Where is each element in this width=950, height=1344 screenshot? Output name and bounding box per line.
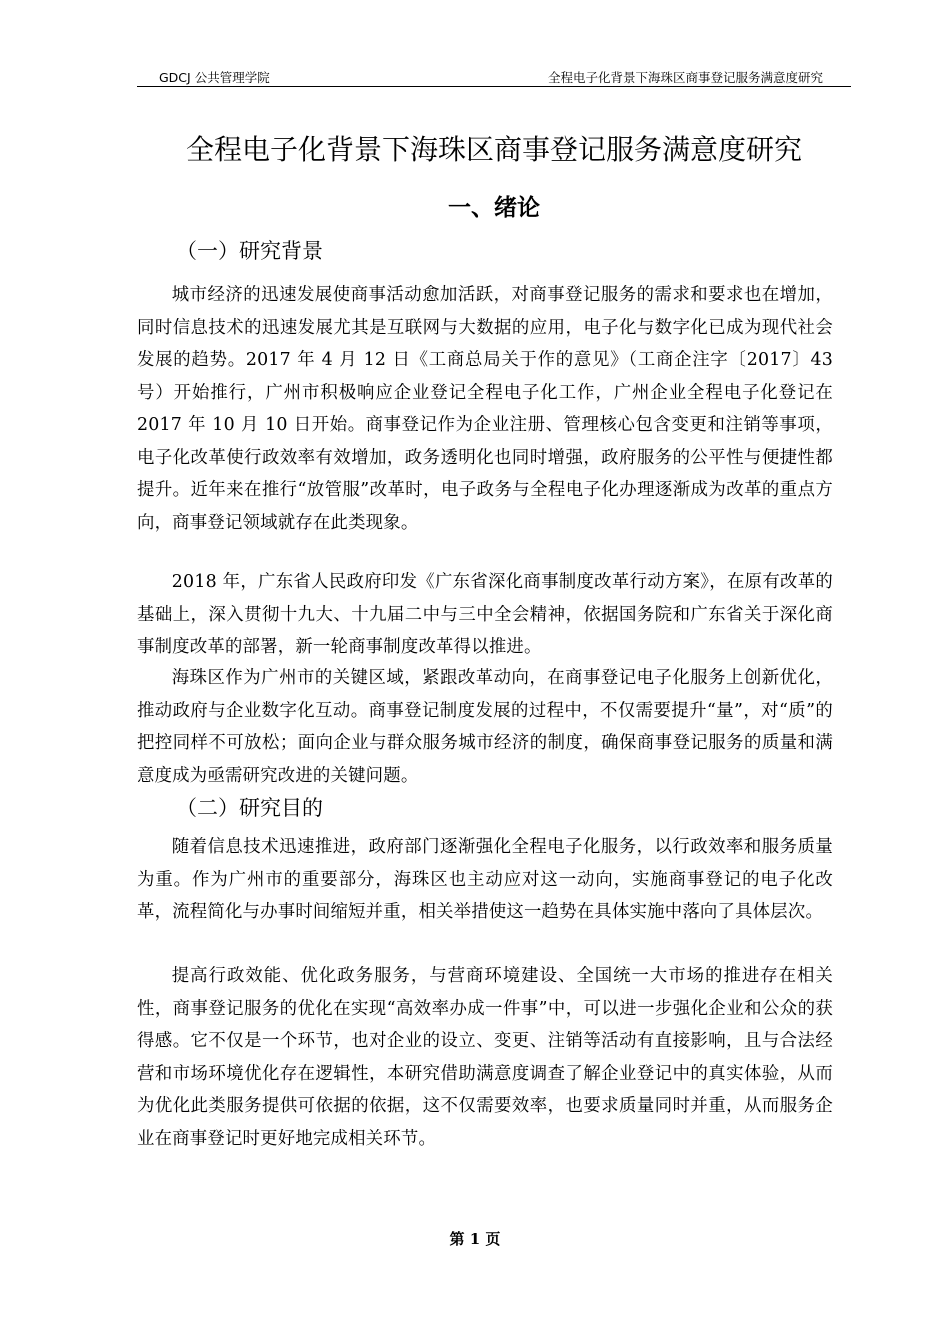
paragraph-background-1: 城市经济的迅速发展使商事活动愈加活跃，对商事登记服务的需求和要求也在增加，同时信息技术的迅速发展尤其是互联网与大数据的应用，电子化与数字化已成为现代社会发展的趋势。2017 年 4 月 12 日《工商总局关于作的意见》（工商企注字〔2017〕43 号）开始推行，广州市积极响应企业登记全程电子化工作，广州企业全程电子化登记在 2017 年 10 月 10 日开始。商事登记作为企业注册、管理核心包含变更和注销等事项，电子化改革使行政效率有效增加，政务透明化也同时增强，政府服务的公平性与便捷性都提升。近年来在推行“放管服”改革时，电子政务与全程电子化办理逐渐成为改革的重点方向，商事登记领域就存在此类现象。 bbox=[137, 285, 833, 533]
paragraph-purpose-1: 随着信息技术迅速推进，政府部门逐渐强化全程电子化服务，以行政效率和服务质量为重。作为广州市的重要部分，海珠区也主动应对这一动向，实施商事登记的电子化改革，流程简化与办事时间缩短并重，相关举措使这一趋势在具体实施中落向了具体层次。 bbox=[137, 837, 833, 922]
header-running-title: 全程电子化背景下海珠区商事登记服务满意度研究 bbox=[547, 70, 823, 85]
chapter-heading: 一、绪论 bbox=[448, 195, 540, 221]
page-number: 第 1 页 bbox=[449, 1230, 501, 1248]
paragraph-background-2: 2018 年，广东省人民政府印发《广东省深化商事制度改革行动方案》，在原有改革的基础上，深入贯彻十九大、十九届二中与三中全会精神，依据国务院和广东省关于深化商事制度改革的部署，新一轮商事制度改革得以推进。 bbox=[137, 572, 833, 657]
page-header bbox=[137, 66, 851, 87]
header-institution: GDCJ 公共管理学院 bbox=[159, 70, 270, 85]
document-title: 全程电子化背景下海珠区商事登记服务满意度研究 bbox=[185, 133, 802, 166]
paragraph-purpose-2: 提高行政效能、优化政务服务，与营商环境建设、全国统一大市场的推进存在相关性，商事登记服务的优化在实现“高效率办成一件事”中，可以进一步强化企业和公众的获得感。它不仅是一个环节，也对企业的设立、变更、注销等活动有直接影响，且与合法经营和市场环境优化存在逻辑性，本研究借助满意度调查了解企业登记中的真实体验，从而为优化此类服务提供可依据的依据，这不仅需要效率，也要求质量同时并重，从而服务企业在商事登记时更好地完成相关环节。 bbox=[137, 966, 833, 1149]
paragraph-background-3: 海珠区作为广州市的关键区域，紧跟改革动向，在商事登记电子化服务上创新优化，推动政府与企业数字化互动。商事登记制度发展的过程中，不仅需要提升“量”，对“质”的把控同样不可放松；面向企业与群众服务城市经济的制度，确保商事登记服务的质量和满意度成为亟需研究改进的关键问题。 bbox=[137, 668, 833, 786]
section-heading-background: （一）研究背景 bbox=[176, 239, 323, 263]
section-heading-purpose: （二）研究目的 bbox=[176, 796, 323, 820]
